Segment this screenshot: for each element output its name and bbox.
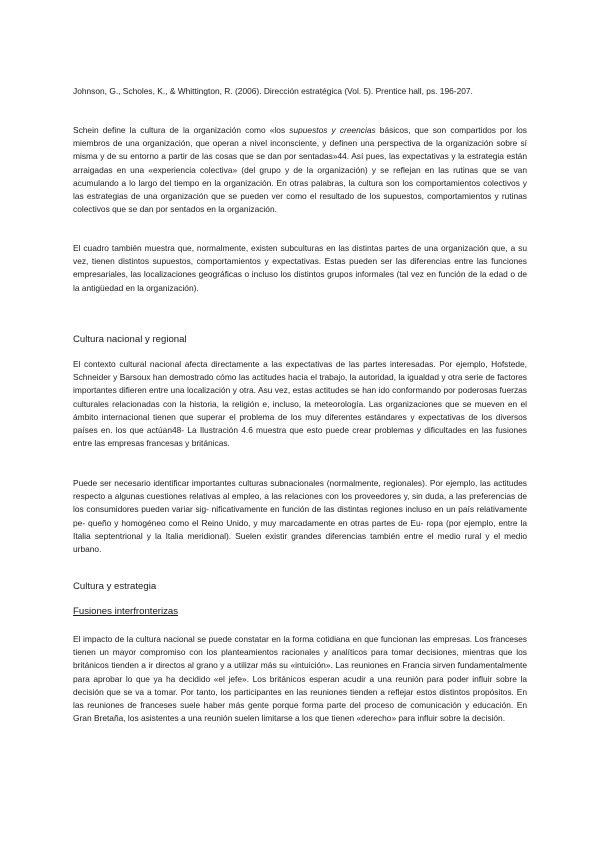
heading-cultura-nacional: Cultura nacional y regional [73,334,187,345]
paragraph-subnacionales: Puede ser necesario identificar importantes culturas subnacionales (normalmente, regionales). Por ejemplo, las actitudes respecto a algunas cuestiones relativas al empleo, a las relaciones con los proveedores y, sin duda, a las preferencias de los consumidores pueden variar sig- nificativamente en función de las distintas regiones incluso en un país relativamente pe- queño y homogéneo como el Reino Unido, y muy marcadamente en otras partes de Eu- ropa (por ejemplo, entre la Italia septentrional y la Italia meridional). Suelen existir grandes diferencias también entre el medio rural y el medio urbano. [73,478,527,555]
citation: Johnson, G., Scholes, K., & Whittington, R. (2006). Dirección estratégica (Vol. 5). Prentice hall, ps. 196-207. [73,86,473,96]
paragraph-schein-lead: Schein define la cultura de la organización como «los [73,125,290,135]
paragraph-subculturas: El cuadro también muestra que, normalmente, existen subculturas en las distintas partes de una organización que, a su vez, tienen distintos supuestos, comportamientos y expectativas. Estas pueden ser las diferencias entre las funciones empresariales, las localizaciones geográficas o incluso los distintos grupos informales (tal vez en función de la edad o de la antigüedad en la organización). [73,243,527,293]
heading-cultura-estrategia: Cultura y estrategia [73,581,157,592]
paragraph-contexto-nacional: El contexto cultural nacional afecta directamente a las expectativas de las partes interesadas. Por ejemplo, Hofstede, Schneider y Barsoux han demostrado cómo las actitudes hacia el trabajo, la autoridad, la igualdad y otra serie de factores importantes difieren entre una localización y otra. Asu vez, estas actitudes se han ido conformando por poderosas fuerzas culturales relacionadas con la historia, la religión e, incluso, la meteorología. Las organizaciones que se mueven en el ámbito internacional tienen que superar el problema de los muy diferentes estándares y expectativas de los diversos países en. los que actúan48- La Ilustración 4.6 muestra que esto puede crear problemas y dificultades en las fusiones entre las empresas francesas y británicas. [73,359,527,449]
paragraph-impacto: El impacto de la cultura nacional se puede constatar en la forma cotidiana en que funcionan las empresas. Los franceses tienen un mayor compromiso con los planteamientos racionales y analíticos para tomar decisiones, mientras que los británicos tienden a ir directos al grano y a utilizar más su «intuición». Las reuniones en Francia sirven fundamentalmente para aprobar lo que ya ha decidido «el jefe». Los británicos esperan acudir a una reunión para poder influir sobre la decisión que se va a tomar. Por tanto, los participantes en las reuniones tienden a reflejar estos distintos propósitos. En las reuniones de franceses suele haber más gente porque forma parte del proceso de comunicación y educación. En Gran Bretaña, los asistentes a una reunión suelen limitarse a los que tienen «derecho» para influir sobre la decisión. [73,634,527,724]
paragraph-schein [73,124,527,216]
paragraph-schein-emphasis: supuestos y creencias [289,125,376,135]
paragraph-schein-rest: básicos, que son compartidos por los miembros de una organización, que operan a nivel inconsciente, y definen una perspectiva de la organización sobre sí misma y de su entorno a partir de las cosas que se dan por sentadas»44. Así pues, las expectativas y la estrategia están arraigadas en una «experiencia colectiva» (del grupo y de la organización) y se reflejan en las rutinas que se van acumulando a lo largo del tiempo en la organización. En otras palabras, la cultura son los comportamientos colectivos y las estrategias de una organización que se pueden ver como el resultado de los supuestos, comportamientos y rutinas colectivos que se dan por sentados en la organización. [73,125,527,215]
heading-fusiones: Fusiones interfronterizas [73,606,179,617]
